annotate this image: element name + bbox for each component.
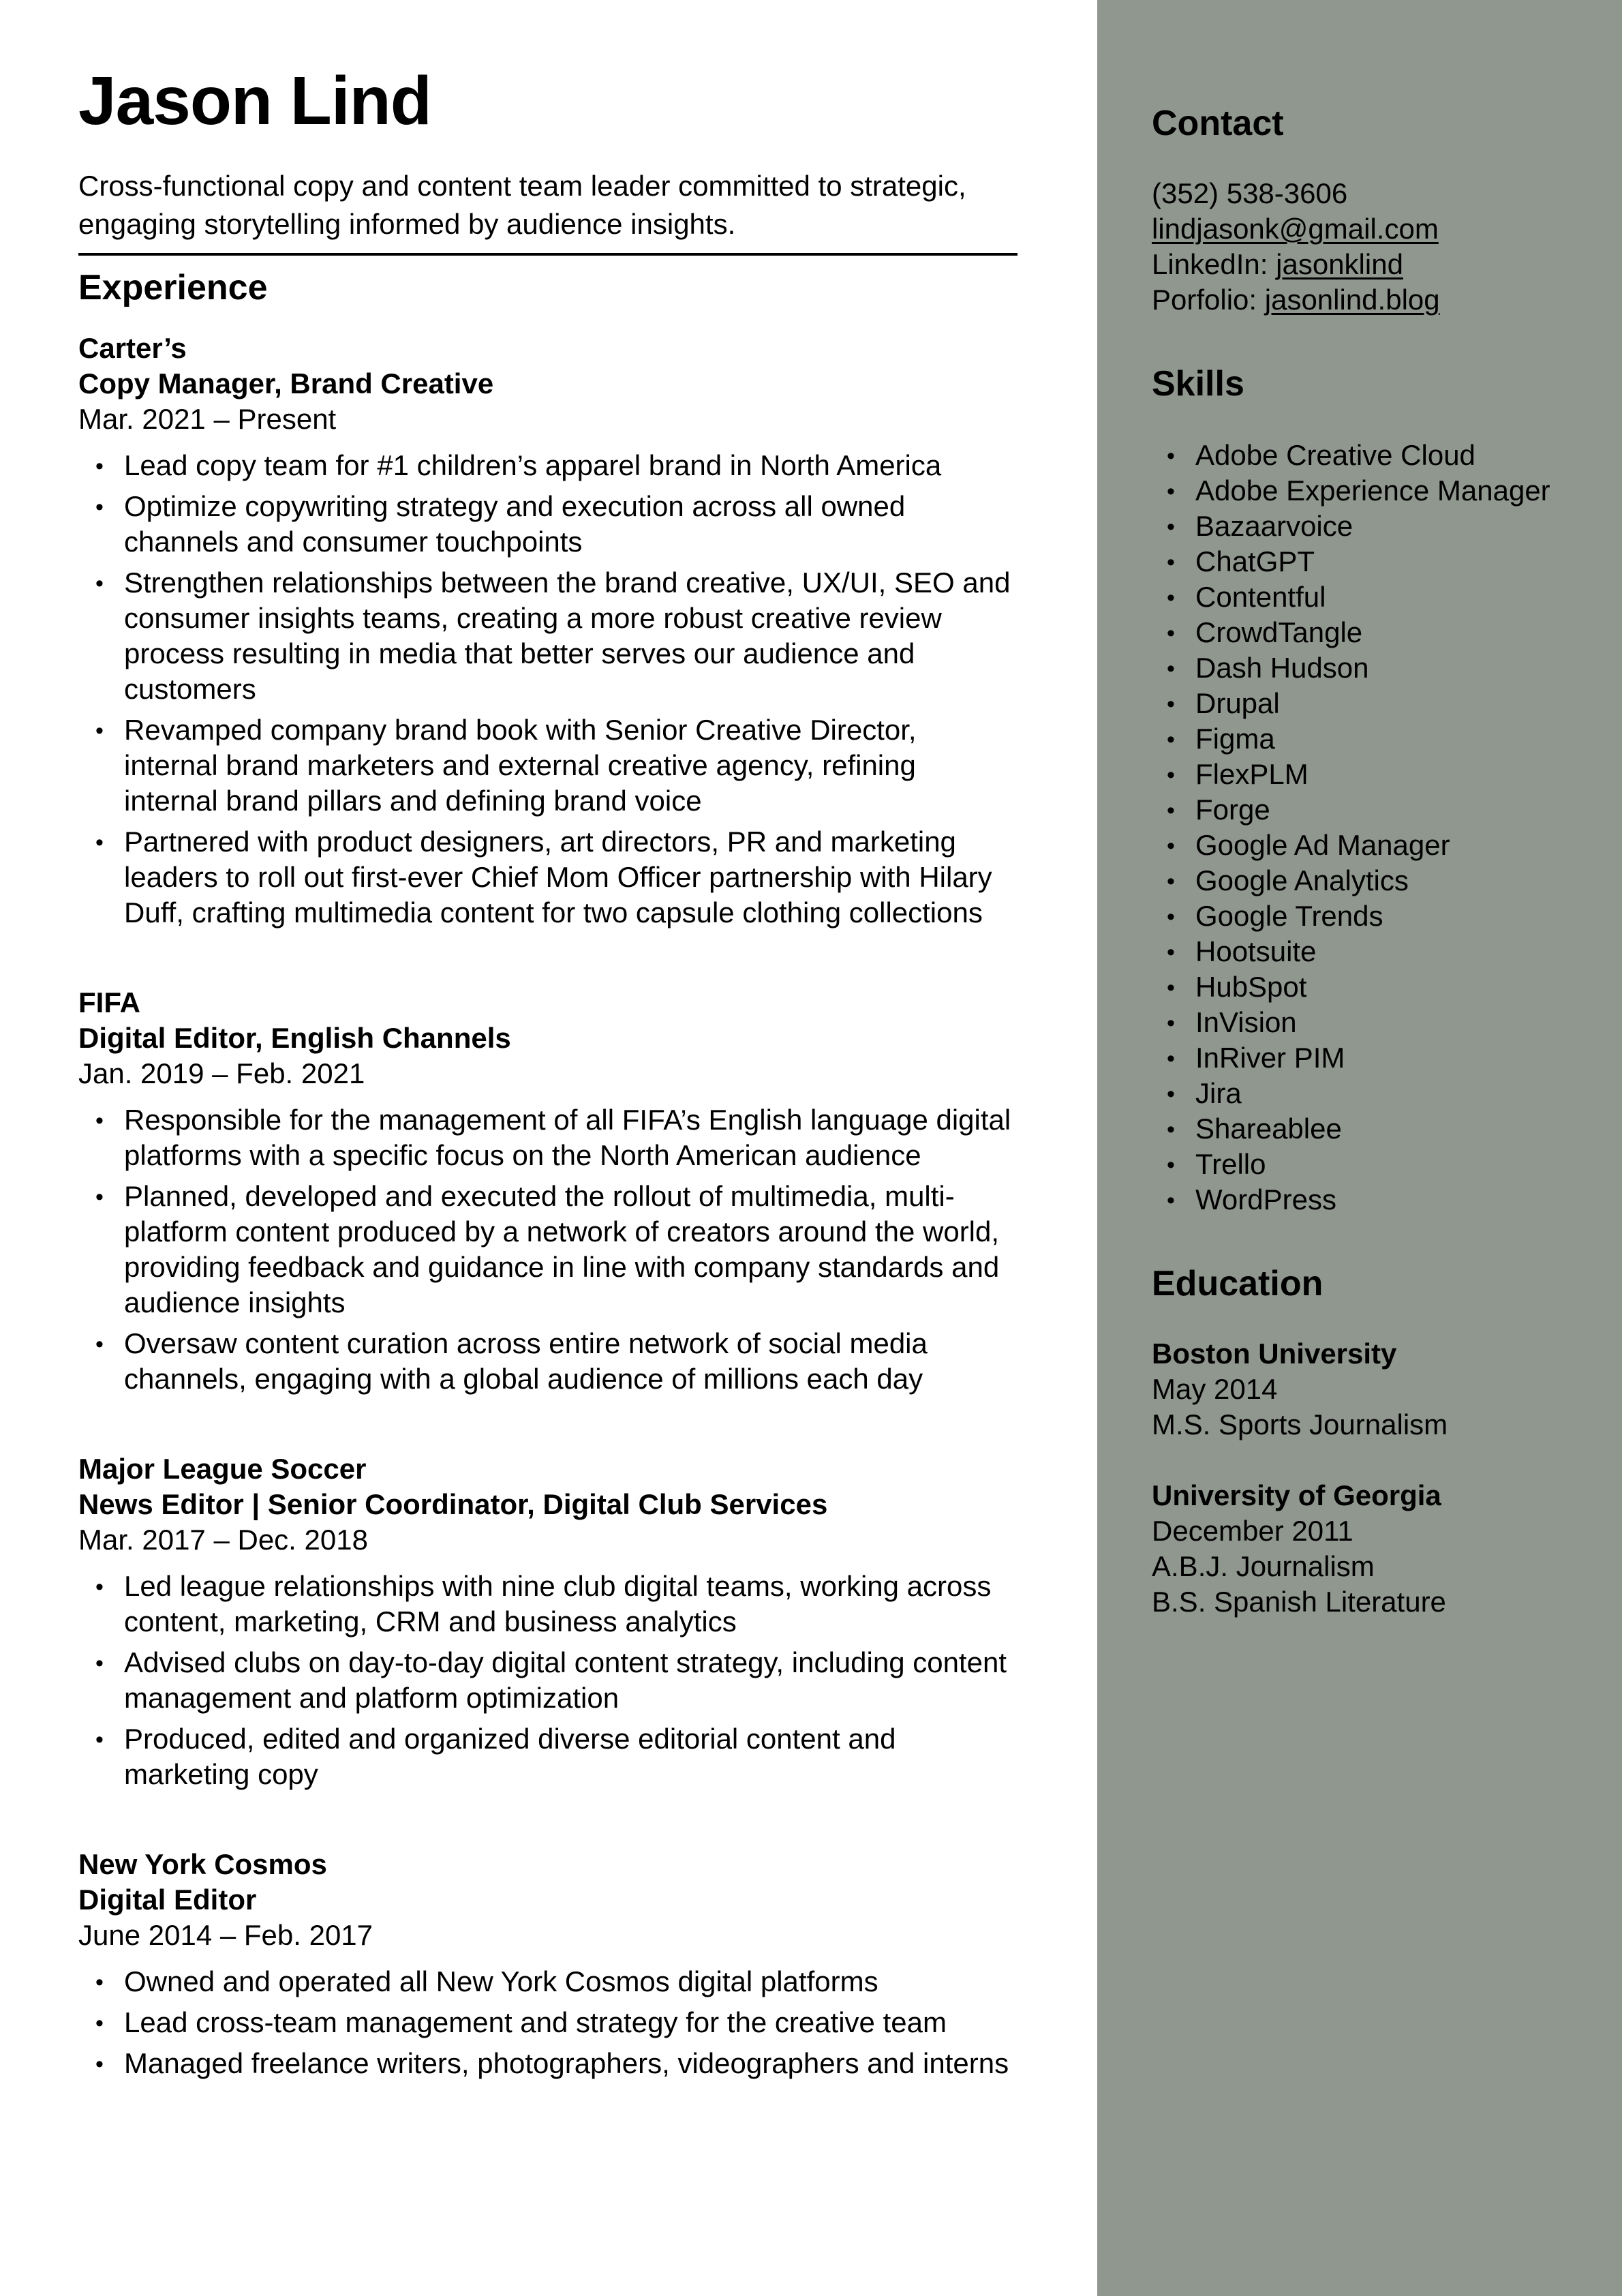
job-company: FIFA — [78, 986, 140, 1018]
skill-item: • Trello — [1152, 1147, 1595, 1182]
skill-item: • FlexPLM — [1152, 757, 1595, 792]
skill-item: • Forge — [1152, 792, 1595, 828]
job-bullet: • Led league relationships with nine club digital teams, working across content, marketing, CRM and business analytics — [78, 1569, 1017, 1640]
contact-heading: Contact — [1152, 104, 1284, 143]
job-bullet-list — [78, 448, 1017, 931]
contact-lines — [1152, 176, 1595, 318]
skill-item: • HubSpot — [1152, 969, 1595, 1005]
skill-item: • InRiver PIM — [1152, 1040, 1595, 1076]
job-company: Carter’s — [78, 332, 187, 364]
job-bullet: • Revamped company brand book with Senior Creative Director, internal brand marketers and external creative agency, refining internal brand pillars and defining brand voice — [78, 712, 1017, 819]
job-title: Digital Editor — [78, 1884, 257, 1916]
skill-item: • Shareablee — [1152, 1111, 1595, 1147]
linkedin-label: LinkedIn: — [1152, 248, 1276, 280]
school-name: University of Georgia — [1152, 1479, 1441, 1511]
job-dates: Jan. 2019 – Feb. 2021 — [78, 1057, 365, 1089]
job-bullet: • Owned and operated all New York Cosmos digital platforms — [78, 1964, 1017, 1999]
school-name: Boston University — [1152, 1338, 1397, 1370]
job-bullet: • Produced, edited and organized diverse editorial content and marketing copy — [78, 1721, 1017, 1792]
skill-item: • Google Trends — [1152, 898, 1595, 934]
job-bullet: • Advised clubs on day-to-day digital content strategy, including content management and platform optimization — [78, 1645, 1017, 1716]
skill-item: • Adobe Creative Cloud — [1152, 438, 1595, 473]
job-company: Major League Soccer — [78, 1453, 367, 1485]
skill-item: • Drupal — [1152, 686, 1595, 721]
education-entry-bu — [1152, 1336, 1595, 1442]
experience-heading: Experience — [78, 268, 268, 307]
job-entry-fifa — [78, 985, 1017, 1397]
job-dates: Mar. 2021 – Present — [78, 403, 337, 435]
header-divider — [78, 253, 1017, 256]
school-date: December 2011 — [1152, 1515, 1353, 1547]
job-dates: Mar. 2017 – Dec. 2018 — [78, 1524, 368, 1556]
job-bullet: • Oversaw content curation across entire network of social media channels, engaging with a global audience of millions each day — [78, 1326, 1017, 1397]
job-title: Copy Manager, Brand Creative — [78, 367, 494, 399]
job-company: New York Cosmos — [78, 1848, 327, 1880]
job-bullet: • Managed freelance writers, photographers, videographers and interns — [78, 2046, 1017, 2081]
job-bullet-list — [78, 1964, 1017, 2081]
skill-item: • CrowdTangle — [1152, 615, 1595, 650]
skill-item: • Jira — [1152, 1076, 1595, 1111]
school-degree: M.S. Sports Journalism — [1152, 1408, 1448, 1440]
job-bullet: • Planned, developed and executed the rollout of multimedia, multi-platform content produced by a network of creators around the world, providing feedback and guidance in line with company standards and audience insights — [78, 1179, 1017, 1320]
job-bullet: • Lead cross-team management and strategy for the creative team — [78, 2005, 1017, 2040]
job-bullet-list — [78, 1102, 1017, 1397]
skill-item: • Adobe Experience Manager — [1152, 473, 1595, 509]
phone-number: (352) 538-3606 — [1152, 177, 1348, 209]
skill-item: • Hootsuite — [1152, 934, 1595, 969]
job-bullet: • Optimize copywriting strategy and execution across all owned channels and consumer touchpoints — [78, 489, 1017, 560]
job-entry-cosmos — [78, 1847, 1017, 2081]
skill-item: • Bazaarvoice — [1152, 509, 1595, 544]
skill-item: • WordPress — [1152, 1182, 1595, 1218]
job-title: Digital Editor, English Channels — [78, 1022, 511, 1054]
skill-item: • Contentful — [1152, 579, 1595, 615]
main-column — [78, 65, 1017, 2081]
job-bullet-list — [78, 1569, 1017, 1792]
email-line — [1152, 211, 1595, 247]
skills-list — [1152, 438, 1595, 1218]
linkedin-line — [1152, 247, 1595, 282]
sidebar — [1097, 0, 1622, 2296]
school-degree: A.B.J. Journalism — [1152, 1550, 1375, 1582]
job-bullet: • Lead copy team for #1 children’s apparel brand in North America — [78, 448, 1017, 483]
skill-item: • Figma — [1152, 721, 1595, 757]
portfolio-link[interactable]: jasonlind.blog — [1264, 284, 1440, 316]
job-entry-mls — [78, 1451, 1017, 1792]
email-link[interactable]: lindjasonk@gmail.com — [1152, 213, 1439, 245]
education-entry-uga — [1152, 1478, 1595, 1620]
skill-item: • Google Analytics — [1152, 863, 1595, 898]
job-bullet: • Responsible for the management of all FIFA’s English language digital platforms with a specific focus on the North American audience — [78, 1102, 1017, 1173]
portfolio-label: Porfolio: — [1152, 284, 1265, 316]
skill-item: • Google Ad Manager — [1152, 828, 1595, 863]
education-heading: Education — [1152, 1264, 1323, 1303]
name-heading: Jason Lind — [78, 63, 431, 139]
job-title: News Editor | Senior Coordinator, Digital Club Services — [78, 1488, 828, 1520]
job-bullet: • Partnered with product designers, art directors, PR and marketing leaders to roll out first-ever Chief Mom Officer partnership with Hilary Duff, crafting multimedia content for two capsule clothing collections — [78, 824, 1017, 931]
skills-heading: Skills — [1152, 364, 1244, 404]
portfolio-line — [1152, 282, 1595, 318]
school-degree: B.S. Spanish Literature — [1152, 1586, 1446, 1618]
tagline-text: Cross-functional copy and content team leader committed to strategic, engaging storytelling informed by audience insights. — [78, 170, 966, 240]
linkedin-link[interactable]: jasonklind — [1276, 248, 1403, 280]
job-dates: June 2014 – Feb. 2017 — [78, 1919, 373, 1951]
skill-item: • Dash Hudson — [1152, 650, 1595, 686]
skill-item: • InVision — [1152, 1005, 1595, 1040]
job-bullet: • Strengthen relationships between the brand creative, UX/UI, SEO and consumer insights teams, creating a more robust creative review process resulting in media that better serves our audience and customers — [78, 565, 1017, 707]
job-entry-carters — [78, 331, 1017, 931]
school-date: May 2014 — [1152, 1373, 1278, 1405]
skill-item: • ChatGPT — [1152, 544, 1595, 579]
